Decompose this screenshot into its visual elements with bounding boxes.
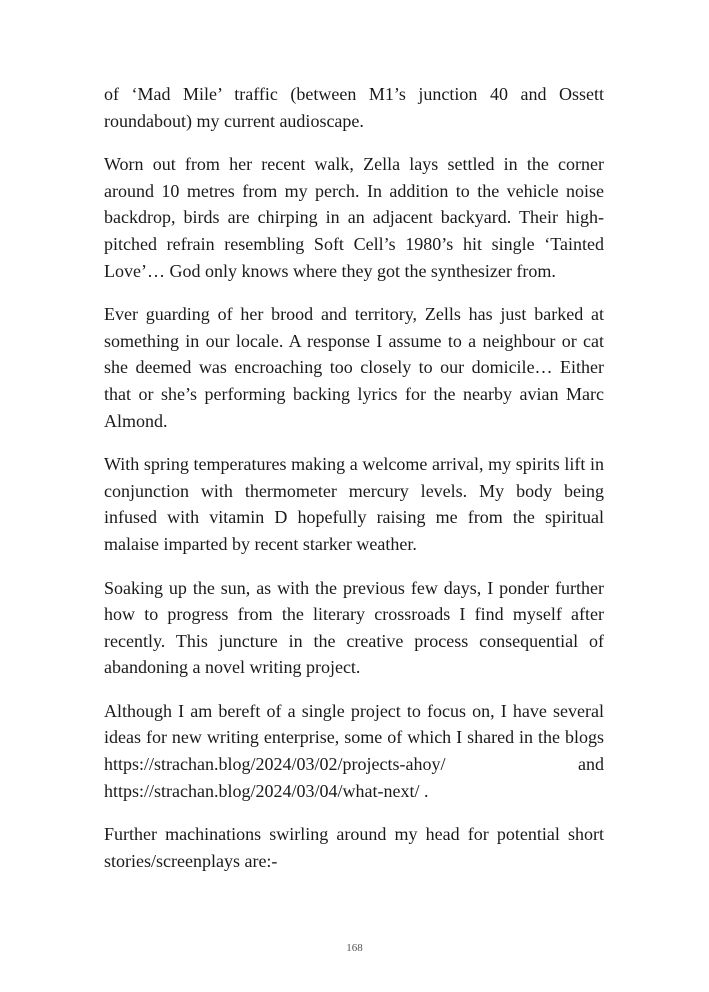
page-body <box>104 81 604 891</box>
blog-link-and: and <box>578 754 604 775</box>
blog-link-projects-ahoy[interactable]: https://strachan.blog/2024/03/02/projects-ahoy/ <box>104 754 446 775</box>
blog-link-line <box>104 751 604 778</box>
paragraph-blogs <box>104 698 604 804</box>
blogs-intro-text: Although I am bereft of a single project to focus on, I have several ideas for new writing enterprise, some of which I shared in the blogs <box>104 700 604 748</box>
paragraph-mad-mile: of ‘Mad Mile’ traffic (between M1’s junction 40 and Ossett roundabout) my current audioscape. <box>104 84 604 131</box>
blog-link-line-2 <box>104 778 604 805</box>
blog-link-what-next[interactable]: https://strachan.blog/2024/03/04/what-next/ <box>104 780 420 801</box>
paragraph-machinations: Further machinations swirling around my head for potential short stories/screenplays are:- <box>104 824 604 871</box>
paragraph-crossroads: Soaking up the sun, as with the previous few days, I ponder further how to progress from the literary crossroads I find myself after recently. This juncture in the creative process consequential of abandoning a novel writing project. <box>104 577 604 678</box>
page-number: 168 <box>346 942 363 954</box>
paragraph-zella-birds: Worn out from her recent walk, Zella lays settled in the corner around 10 metres from my perch. In addition to the vehicle noise backdrop, birds are chirping in an adjacent backyard. Their high-pitched refrain resembling Soft Cell’s 1980’s hit single ‘Tainted Love’… God only knows where they got the synthesizer from. <box>104 154 604 281</box>
blog-tail: . <box>419 780 429 801</box>
paragraph-zells-barked: Ever guarding of her brood and territory, Zells has just barked at something in our locale. A response I assume to a neighbour or cat she deemed was encroaching too closely to our domicile… Either that or she’s performing backing lyrics for the nearby avian Marc Almond. <box>104 304 604 431</box>
paragraph-spring: With spring temperatures making a welcome arrival, my spirits lift in conjunction with thermometer mercury levels. My body being infused with vitamin D hopefully raising me from the spiritual malaise imparted by recent starker weather. <box>104 454 604 554</box>
